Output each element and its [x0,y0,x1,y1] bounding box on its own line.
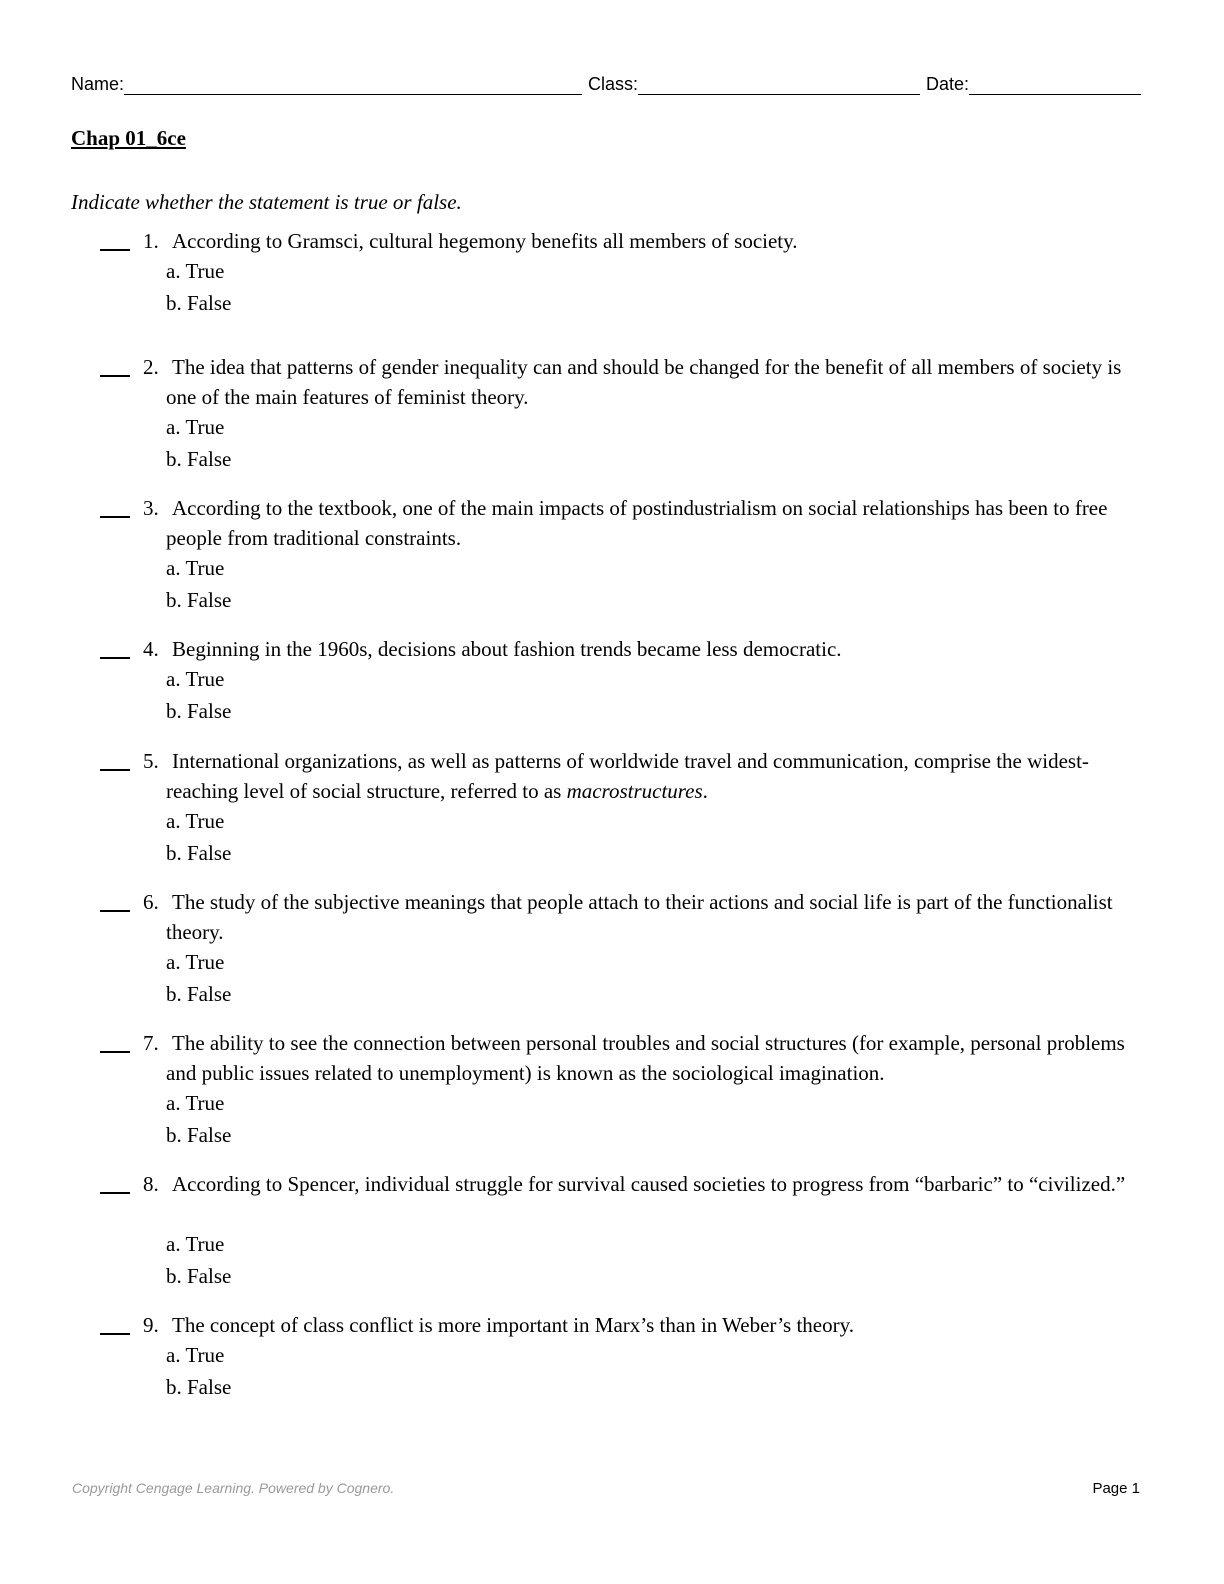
question-text: The ability to see the connection between personal troubles and social structures (for example, personal problems and public issues related to unemployment) is known as the sociological imagination. [166,1031,1125,1085]
option-true: a. True [166,259,225,283]
question-text: The idea that patterns of gender inequality can and should be changed for the benefit of all members of society is one of the main features of feminist theory. [166,355,1122,409]
question-number: 8. [143,1172,159,1196]
answer-blank[interactable] [100,1051,130,1053]
page-number: Page 1 [1092,1480,1140,1497]
option-true: a. True [166,1232,225,1256]
class-label: Class: [588,74,639,94]
question-number: 2. [143,355,159,379]
instructions: Indicate whether the statement is true or false. [71,190,462,214]
question-text: According to Spencer, individual struggle for survival caused societies to progress from “barbaric” to “civilized.” [172,1172,1126,1196]
answer-blank[interactable] [100,1192,130,1194]
question-text: According to the textbook, one of the main impacts of postindustrialism on social relationships has been to free people from traditional constraints. [166,496,1108,550]
option-true: a. True [166,667,225,691]
answer-blank[interactable] [100,516,130,518]
name-label: Name: [71,74,125,94]
question-text [166,746,1141,806]
question-number: 7. [143,1031,159,1055]
name-blank[interactable] [124,72,582,95]
answer-blank[interactable] [100,249,130,251]
option-false: b. False [166,982,232,1006]
option-false: b. False [166,588,232,612]
question-number: 9. [143,1313,159,1337]
answer-blank[interactable] [100,657,130,659]
student-info-header [71,72,1141,95]
question-number: 6. [143,890,159,914]
question-text: Beginning in the 1960s, decisions about fashion trends became less democratic. [172,637,842,661]
option-true: a. True [166,950,225,974]
option-true: a. True [166,809,225,833]
answer-blank[interactable] [100,375,130,377]
option-false: b. False [166,447,232,471]
question-number: 3. [143,496,159,520]
question-number: 5. [143,749,159,773]
answer-blank[interactable] [100,769,130,771]
option-true: a. True [166,1343,225,1367]
chapter-title: Chap 01_6ce [71,126,186,150]
option-false: b. False [166,291,232,315]
question-text-main: International organizations, as well as patterns of worldwide travel and communication, comprise the widest-reaching level of social structure, referred to as [166,749,1089,803]
answer-blank[interactable] [100,1333,130,1335]
question-text-end: . [702,779,708,803]
question-number: 1. [143,229,159,253]
option-true: a. True [166,556,225,580]
option-false: b. False [166,1264,232,1288]
option-false: b. False [166,1375,232,1399]
option-false: b. False [166,699,232,723]
date-blank[interactable] [969,72,1141,95]
option-false: b. False [166,1123,232,1147]
date-label: Date: [926,74,970,94]
question-text: The study of the subjective meanings that people attach to their actions and social life is part of the functionalist theory. [166,890,1113,944]
option-true: a. True [166,1091,225,1115]
question-number: 4. [143,637,159,661]
answer-blank[interactable] [100,910,130,912]
question-text-emphasis: macrostructures [566,779,703,803]
option-false: b. False [166,841,232,865]
copyright-notice: Copyright Cengage Learning. Powered by Cognero. [72,1480,395,1496]
class-blank[interactable] [638,72,920,95]
option-true: a. True [166,415,225,439]
question-text: The concept of class conflict is more important in Marx’s than in Weber’s theory. [172,1313,854,1337]
question-text: According to Gramsci, cultural hegemony benefits all members of society. [172,229,798,253]
